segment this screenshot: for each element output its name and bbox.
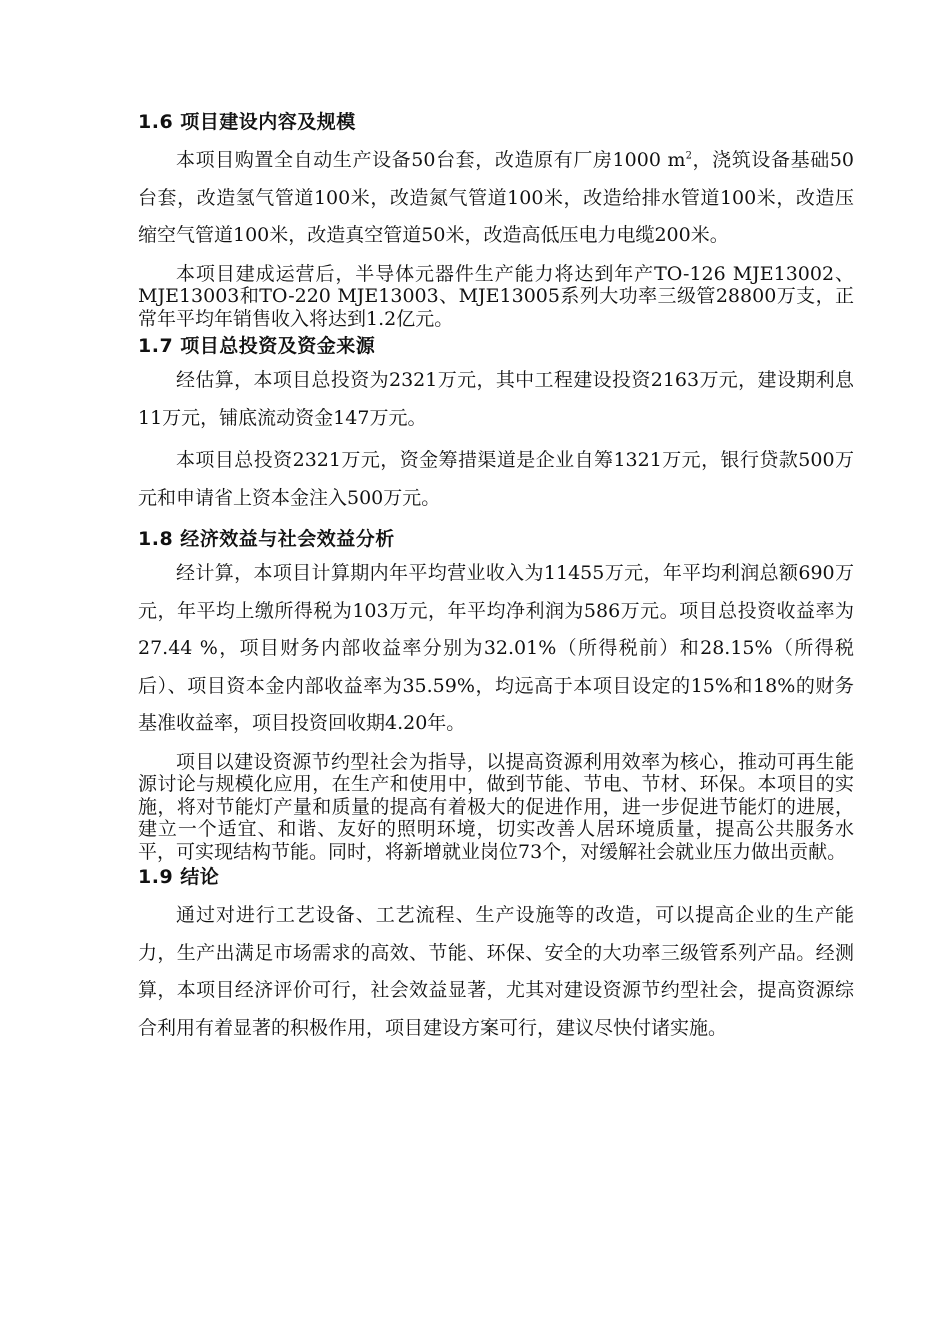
section-heading-1-8: 1.8 经济效益与社会效益分析	[138, 528, 395, 550]
paragraph-text: 本项目购置全自动生产设备50台套，改造原有厂房1000 m	[176, 149, 686, 171]
paragraph-text: ，浇筑设备基础50台套，改造氢气管道100米，改造氮气管道100米，改造给排水管道100米，改造压缩空气管道100米，改造真空管道50米，改造高低压电力电缆200米。	[138, 149, 854, 246]
paragraph-social-benefits: 项目以建设资源节约型社会为指导，以提高资源利用效率为核心，推动可再生能源讨论与规模化应用，在生产和使用中，做到节能、节电、节材、环保。本项目的实施，将对节能灯产量和质量的提高有着极大的促进作用，进一步促进节能灯的进展，建立一个适宜、和谐、友好的照明环境，切实改善人居环境质量，提高公共服务水平，可实现结构节能。同时，将新增就业岗位73个，对缓解社会就业压力做出贡献。	[138, 750, 854, 863]
paragraph-investment-estimate: 经估算，本项目总投资为2321万元，其中工程建设投资2163万元，建设期利息11万元，铺底流动资金147万元。	[138, 369, 854, 429]
paragraph-funding-sources: 本项目总投资2321万元，资金筹措渠道是企业自筹1321万元，银行贷款500万元和申请省上资本金注入500万元。	[138, 449, 854, 509]
paragraph-production-capacity: 本项目建成运营后，半导体元器件生产能力将达到年产TO-126 MJE13002、MJE13003和TO-220 MJE13003、MJE13005系列大功率三级管28800万支，正常年平均年销售收入将达到1.2亿元。	[138, 262, 854, 330]
section-heading-1-7: 1.7 项目总投资及资金来源	[138, 335, 376, 357]
document-body	[138, 108, 854, 1047]
paragraph-conclusion: 通过对进行工艺设备、工艺流程、生产设施等的改造，可以提高企业的生产能力，生产出满足市场需求的高效、节能、环保、安全的大功率三级管系列产品。经测算，本项目经济评价可行，社会效益显著，尤其对建设资源节约型社会，提高资源综合利用有着显著的积极作用，项目建设方案可行，建议尽快付诸实施。	[138, 904, 854, 1039]
section-heading-1-6: 1.6 项目建设内容及规模	[138, 111, 356, 133]
superscript-unit: 2	[685, 150, 692, 162]
paragraph-construction-scope	[138, 142, 854, 255]
paragraph-economic-benefits: 经计算，本项目计算期内年平均营业收入为11455万元，年平均利润总额690万元，年平均上缴所得税为103万元，年平均净利润为586万元。项目总投资收益率为27.44 %，项目财务内部收益率分别为32.01%（所得税前）和28.15%（所得税后）、项目资本金内部收益率为35.59%，均远高于本项目设定的15%和18%的财务基准收益率，项目投资回收期4.20年。	[138, 562, 854, 734]
section-heading-1-9: 1.9 结论	[138, 866, 220, 888]
